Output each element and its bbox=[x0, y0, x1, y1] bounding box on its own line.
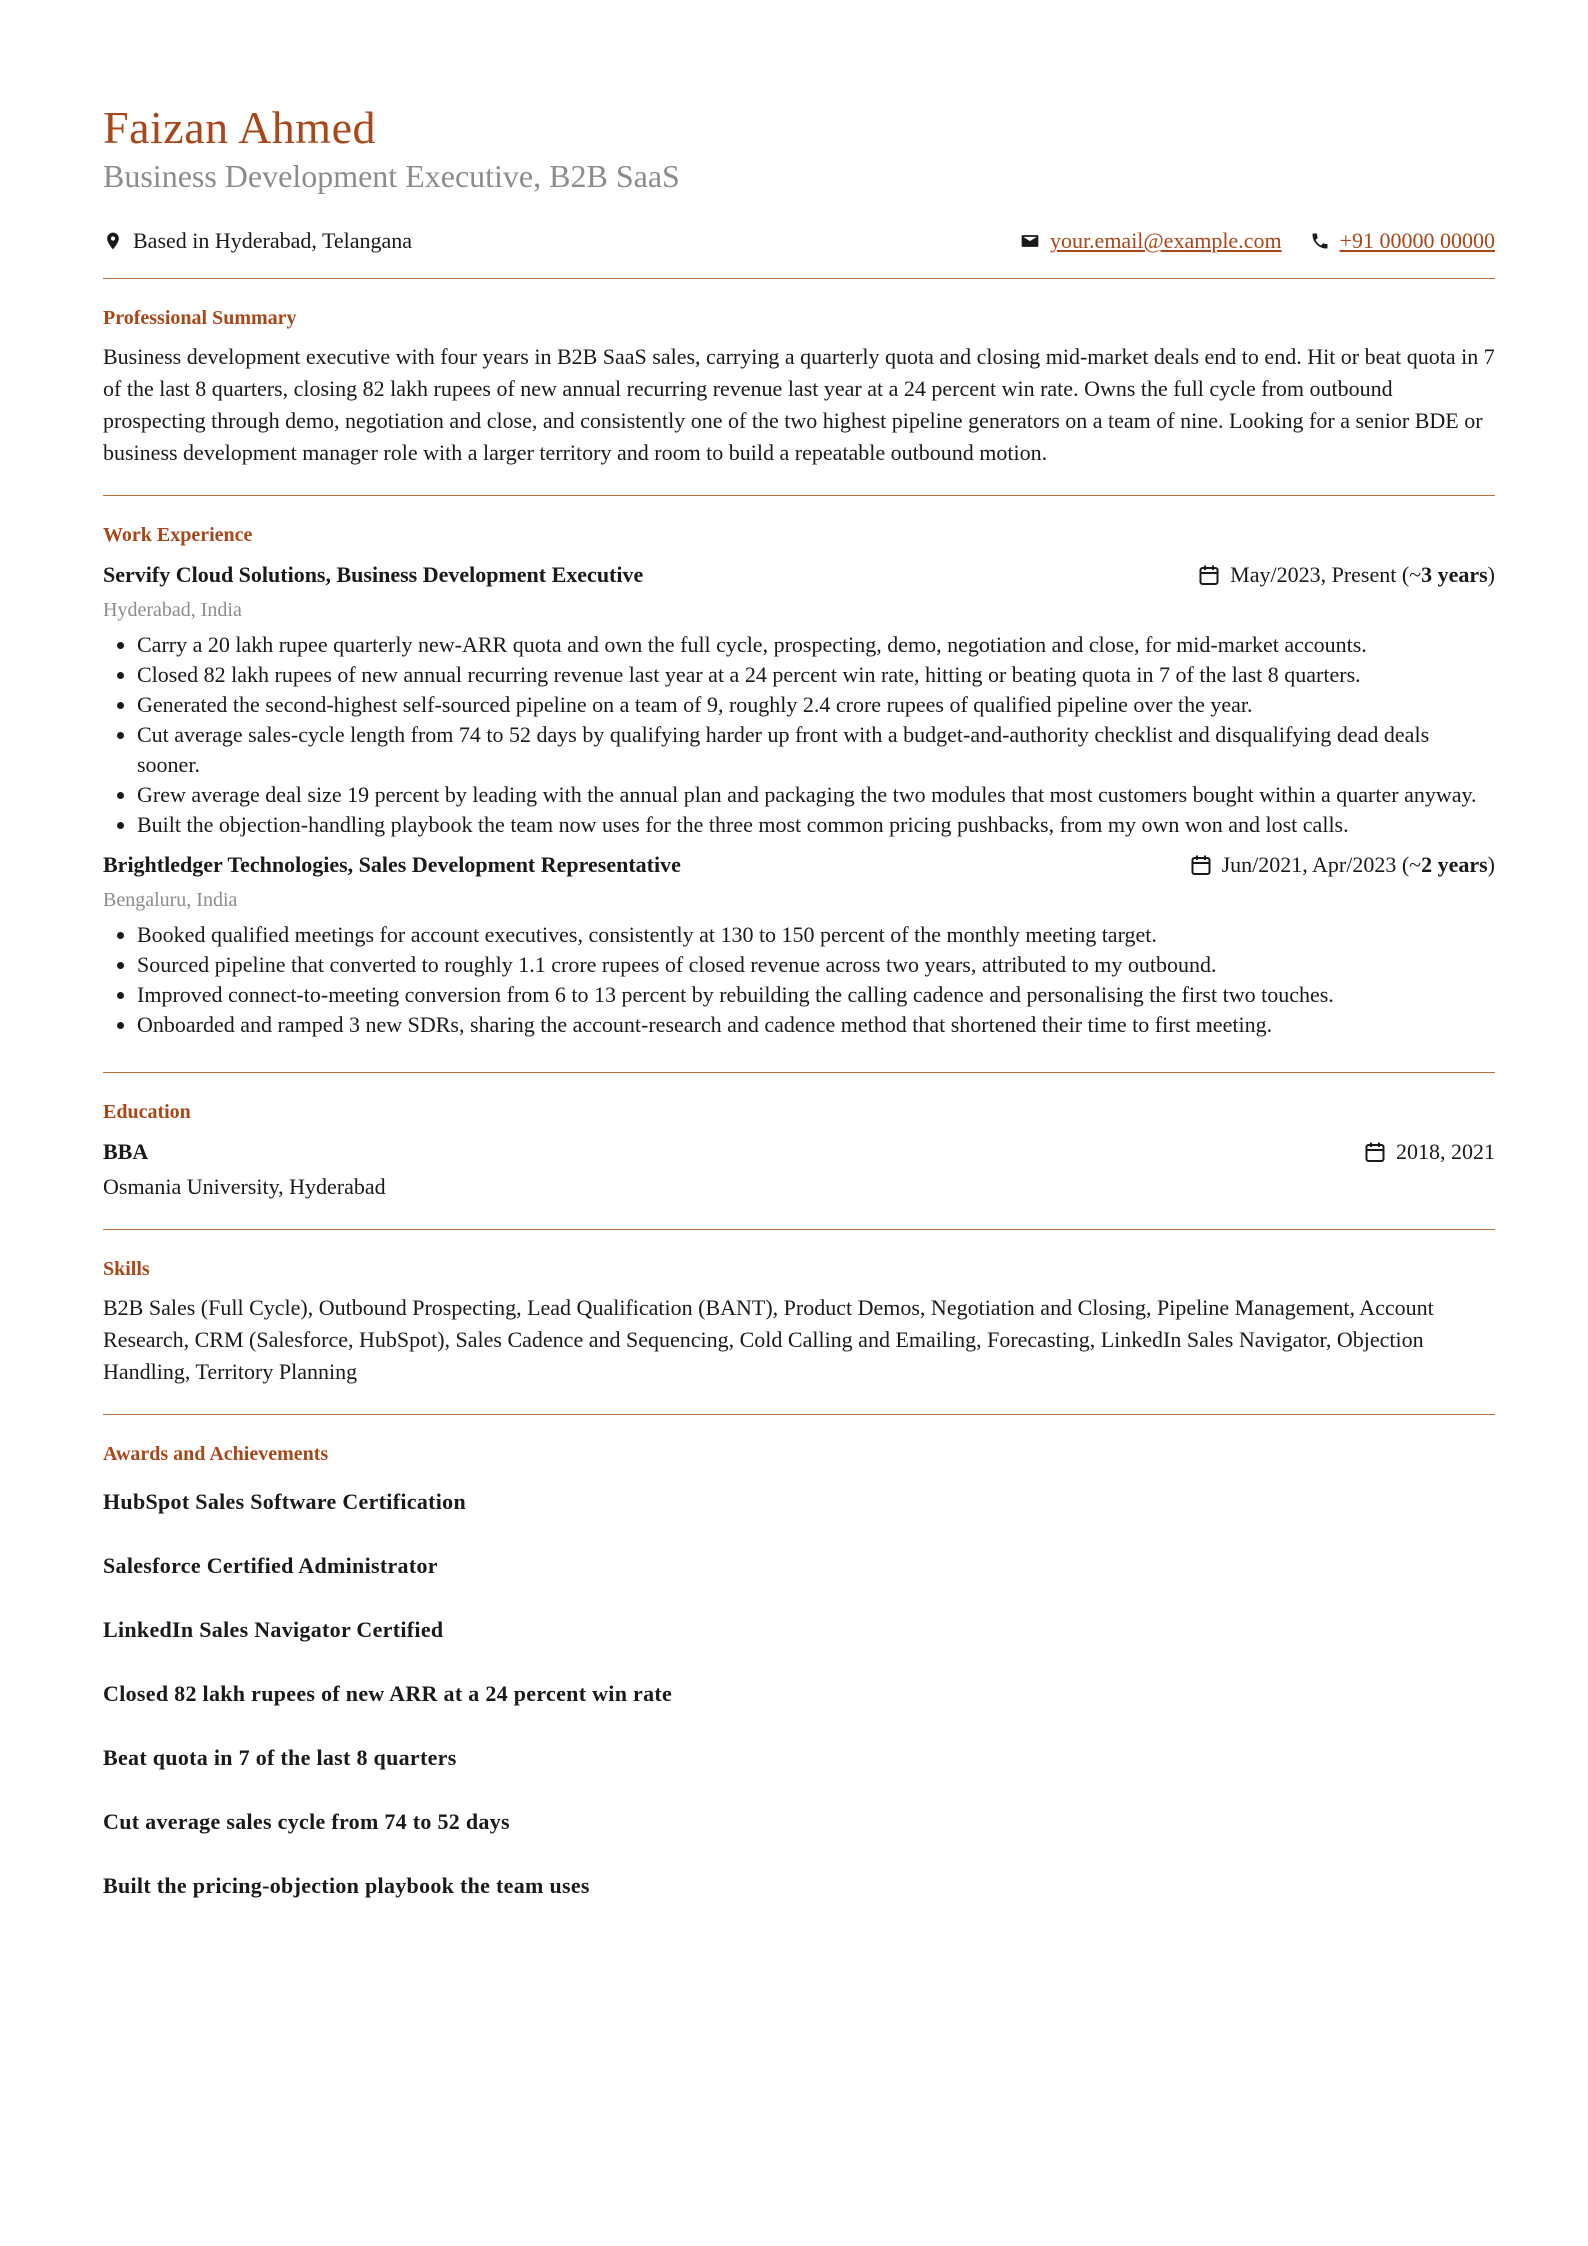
resume-page bbox=[103, 100, 1495, 1927]
phone-link[interactable]: +91 00000 00000 bbox=[1339, 228, 1495, 253]
list-item: • Closed 82 lakh rupees of new annual recurring revenue last year at a 24 percent win rate, hitting or beating quota in 7 of the last 8 quarters. bbox=[137, 660, 1495, 690]
job-entry bbox=[103, 848, 1495, 1040]
list-item: • Grew average deal size 19 percent by leading with the annual plan and packaging the two modules that most customers bought within a quarter anyway. bbox=[137, 780, 1495, 810]
date-close: ) bbox=[1487, 562, 1495, 587]
list-item: • Carry a 20 lakh rupee quarterly new-ARR quota and own the full cycle, prospecting, demo, negotiation and close, for mid-market accounts. bbox=[137, 630, 1495, 660]
list-item: • Cut average sales-cycle length from 74 to 52 days by qualifying harder up front with a budget-and-authority checklist and disqualifying dead deals sooner. bbox=[137, 720, 1495, 780]
award-item: Beat quota in 7 of the last 8 quarters bbox=[103, 1745, 457, 1770]
phone-item bbox=[1310, 228, 1495, 254]
summary-section bbox=[103, 279, 1495, 495]
candidate-headline: Business Development Executive, B2B SaaS bbox=[103, 158, 680, 194]
institution: Osmania University, Hyderabad bbox=[103, 1174, 386, 1199]
email-item bbox=[1020, 228, 1282, 254]
list-item: • Sourced pipeline that converted to roughly 1.1 crore rupees of closed revenue across two years, attributed to my outbound. bbox=[137, 950, 1495, 980]
section-title: Education bbox=[103, 1101, 191, 1123]
contact-bar bbox=[103, 224, 1495, 258]
award-item: HubSpot Sales Software Certification bbox=[103, 1489, 466, 1514]
job-entry bbox=[103, 558, 1495, 840]
calendar-icon bbox=[1189, 853, 1213, 877]
phone-icon bbox=[1310, 231, 1330, 251]
email-icon bbox=[1020, 231, 1040, 251]
section-title: Awards and Achievements bbox=[103, 1443, 329, 1465]
list-item: • Generated the second-highest self-sourced pipeline on a team of 9, roughly 2.4 crore rupees of qualified pipeline over the year. bbox=[137, 690, 1495, 720]
company-name: Brightledger Technologies bbox=[103, 852, 348, 877]
award-item: Cut average sales cycle from 74 to 52 days bbox=[103, 1809, 510, 1834]
job-title: Servify Cloud Solutions, Business Development Executive bbox=[103, 562, 644, 587]
section-title: Skills bbox=[103, 1258, 150, 1280]
job-location: Hyderabad, India bbox=[103, 599, 242, 621]
job-role: Sales Development Representative bbox=[358, 852, 681, 877]
job-bullets bbox=[103, 630, 1495, 840]
list-item: • Booked qualified meetings for account executives, consistently at 130 to 150 percent of the monthly meeting target. bbox=[137, 920, 1495, 950]
location-text: Based in Hyderabad, Telangana bbox=[133, 228, 413, 253]
date-range: May/2023, Present (~ bbox=[1230, 562, 1422, 587]
skills-text: B2B Sales (Full Cycle), Outbound Prospecting, Lead Qualification (BANT), Product Demos, Negotiation and Closing, Pipeline Management, Account Research, CRM (Salesforce, HubSpot), Sales Cadence and Sequencing, Cold Calling and Emailing, Forecasting, LinkedIn Sales Navigator, Objection Handling, Territory Planning bbox=[103, 1295, 1434, 1384]
award-item: LinkedIn Sales Navigator Certified bbox=[103, 1617, 444, 1642]
awards-section bbox=[103, 1415, 1495, 1927]
list-item: • Improved connect-to-meeting conversion from 6 to 13 percent by rebuilding the calling cadence and personalising the first two touches. bbox=[137, 980, 1495, 1010]
list-item: • Onboarded and ramped 3 new SDRs, sharing the account-research and cadence method that shortened their time to first meeting. bbox=[137, 1010, 1495, 1040]
award-item: Built the pricing-objection playbook the team uses bbox=[103, 1873, 590, 1898]
job-bullets bbox=[103, 920, 1495, 1040]
job-dates bbox=[1197, 558, 1495, 592]
candidate-name: Faizan Ahmed bbox=[103, 102, 376, 153]
email-link[interactable]: your.email@example.com bbox=[1049, 228, 1282, 253]
job-location: Bengaluru, India bbox=[103, 889, 238, 911]
date-close: ) bbox=[1487, 852, 1495, 877]
job-dates bbox=[1189, 848, 1495, 882]
location-item bbox=[103, 228, 412, 254]
list-item: • Built the objection-handling playbook the team now uses for the three most common pricing pushbacks, from my own won and lost calls. bbox=[137, 810, 1495, 840]
date-range: Jun/2021, Apr/2023 (~ bbox=[1221, 852, 1422, 877]
section-title: Work Experience bbox=[103, 524, 253, 546]
company-name: Servify Cloud Solutions bbox=[103, 562, 326, 587]
location-pin-icon bbox=[103, 231, 123, 251]
date-range: 2018, 2021 bbox=[1396, 1139, 1495, 1164]
education-dates bbox=[1363, 1135, 1495, 1169]
section-title: Professional Summary bbox=[103, 307, 297, 329]
summary-text: Business development executive with four years in B2B SaaS sales, carrying a quarterly quota and closing mid-market deals end to end. Hit or beat quota in 7 of the last 8 quarters, closing 82 lakh rupees of new annual recurring revenue last year at a 24 percent win rate. Owns the full cycle from outbound prospecting through demo, negotiation and close, and consistently one of the two highest pipeline generators on a team of nine. Looking for a senior BDE or business development manager role with a larger territory and room to build a repeatable outbound motion. bbox=[103, 344, 1495, 465]
calendar-icon bbox=[1363, 1140, 1387, 1164]
duration: 2 years bbox=[1421, 852, 1488, 877]
skills-section bbox=[103, 1230, 1495, 1414]
calendar-icon bbox=[1197, 563, 1221, 587]
job-title: Brightledger Technologies, Sales Development Representative bbox=[103, 852, 681, 877]
degree: BBA bbox=[103, 1139, 149, 1164]
experience-section bbox=[103, 496, 1495, 1072]
job-role: Business Development Executive bbox=[336, 562, 644, 587]
duration: 3 years bbox=[1421, 562, 1488, 587]
award-item: Closed 82 lakh rupees of new ARR at a 24 percent win rate bbox=[103, 1681, 673, 1706]
award-item: Salesforce Certified Administrator bbox=[103, 1553, 438, 1578]
education-section bbox=[103, 1073, 1495, 1229]
